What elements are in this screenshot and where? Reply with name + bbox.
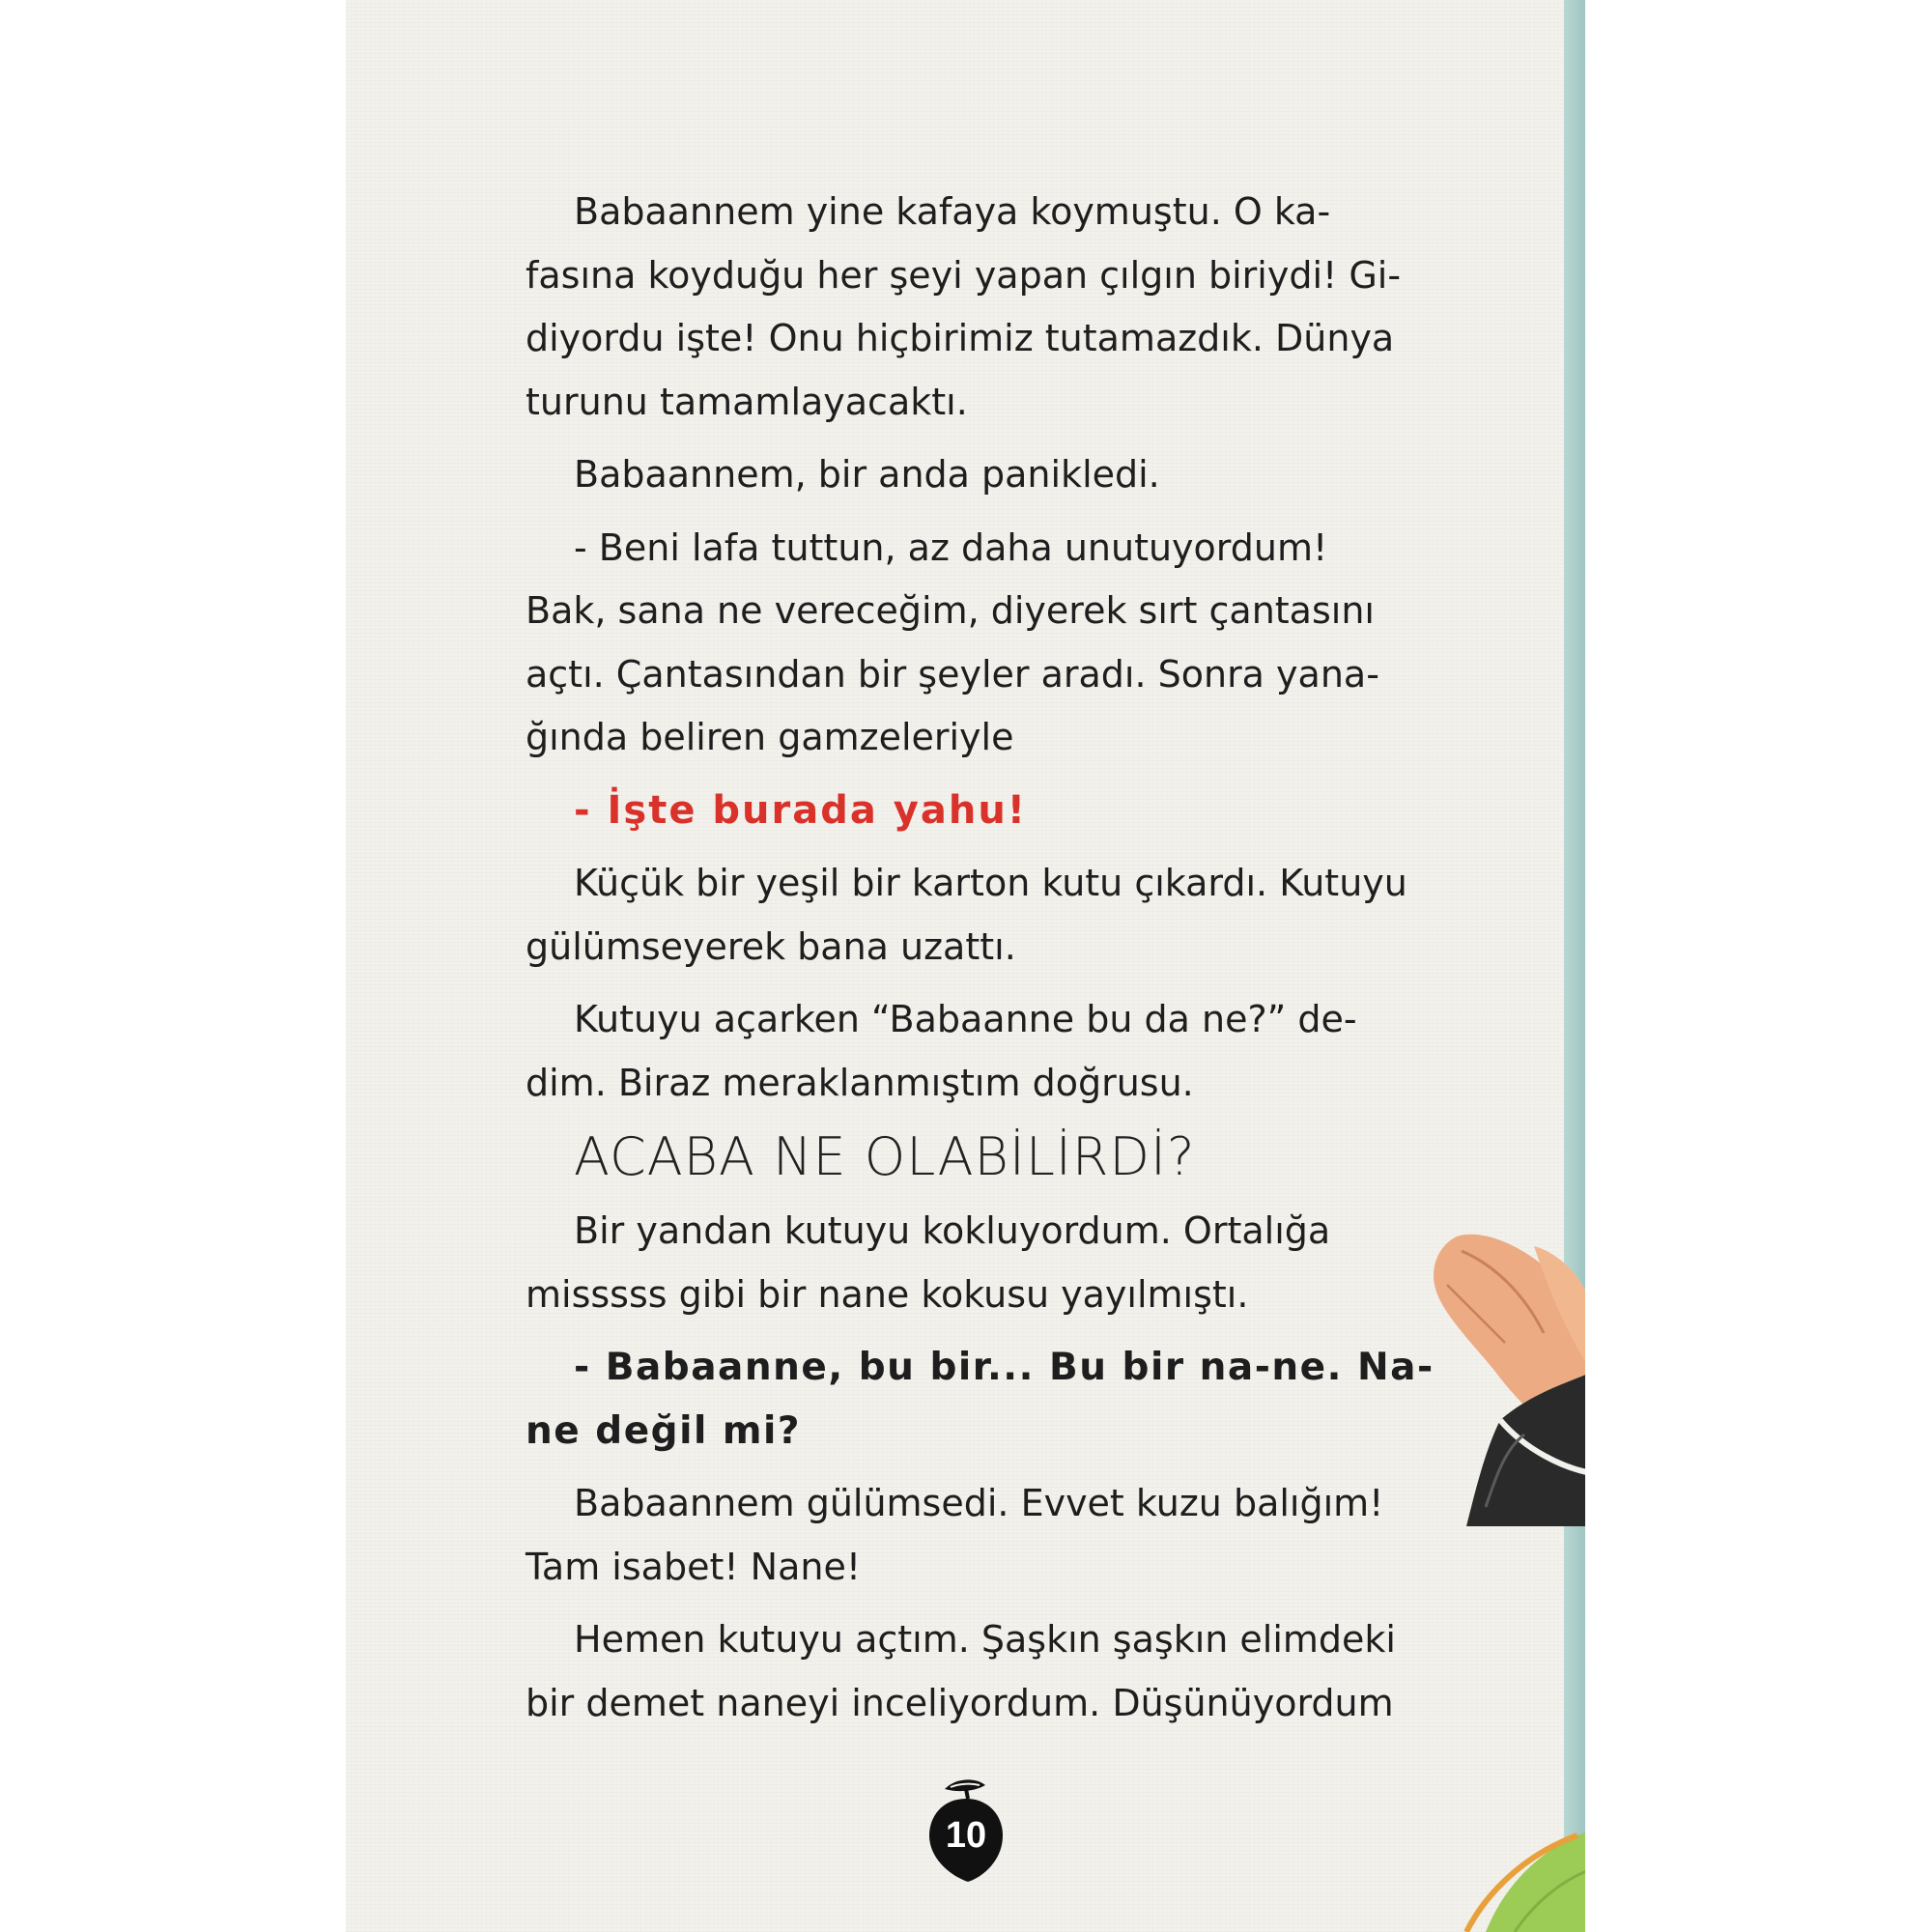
paragraph-3: - Beni lafa tuttun, az daha unutuyordum! Bak, sana ne vereceğim, diyerek sırt çantasını açtı. Çantasından bir şeyler aradı. Sonra yana- ğında beliren gamzeleriyle [526,526,1379,758]
book-page [346,0,1585,1932]
paragraph-10: Babaannem gülümsedi. Evvet kuzu balığım! Tam isabet! Nane! [526,1482,1384,1588]
page-number-badge [925,1776,1007,1884]
hand-illustration [1408,1227,1585,1526]
paragraph-5: Küçük bir yeşil bir karton kutu çıkardı. Kutuyu gülümseyerek bana uzattı. [526,862,1407,968]
paragraph-6: Kutuyu açarken “Babaanne bu da ne?” de- dim. Biraz meraklanmıştım doğrusu. [526,998,1357,1104]
paragraph-8: Bir yandan kutuyu kokluyordum. Ortalığa misssss gibi bir nane kokusu yayılmıştı. [526,1209,1331,1316]
paragraph-1: Babaannem yine kafaya koymuştu. O ka- fasına koyduğu her şeyi yapan çılgın biriydi! Gi- diyordu işte! Onu hiçbirimiz tutamazdık. Dünya turunu tamamlayacaktı. [526,190,1402,423]
story-text [526,181,1501,1745]
page-number: 10 [945,1815,987,1856]
paragraph-2: Babaannem, bir anda panikledi. [574,453,1160,496]
paragraph-11: Hemen kutuyu açtım. Şaşkın şaşkın elimdeki bir demet naneyi inceliyordum. Düşünüyordum [526,1618,1396,1724]
page-edge-strip [1564,0,1585,1932]
leaf-illustration [1457,1826,1585,1932]
caps-question: ACABA NE OLABİLİRDİ? [574,1126,1196,1187]
exclamation-red: - İşte burada yahu! [574,787,1028,833]
bold-dialogue: - Babaanne, bu bir... Bu bir na-ne. Na- ne değil mi? [526,1346,1435,1453]
